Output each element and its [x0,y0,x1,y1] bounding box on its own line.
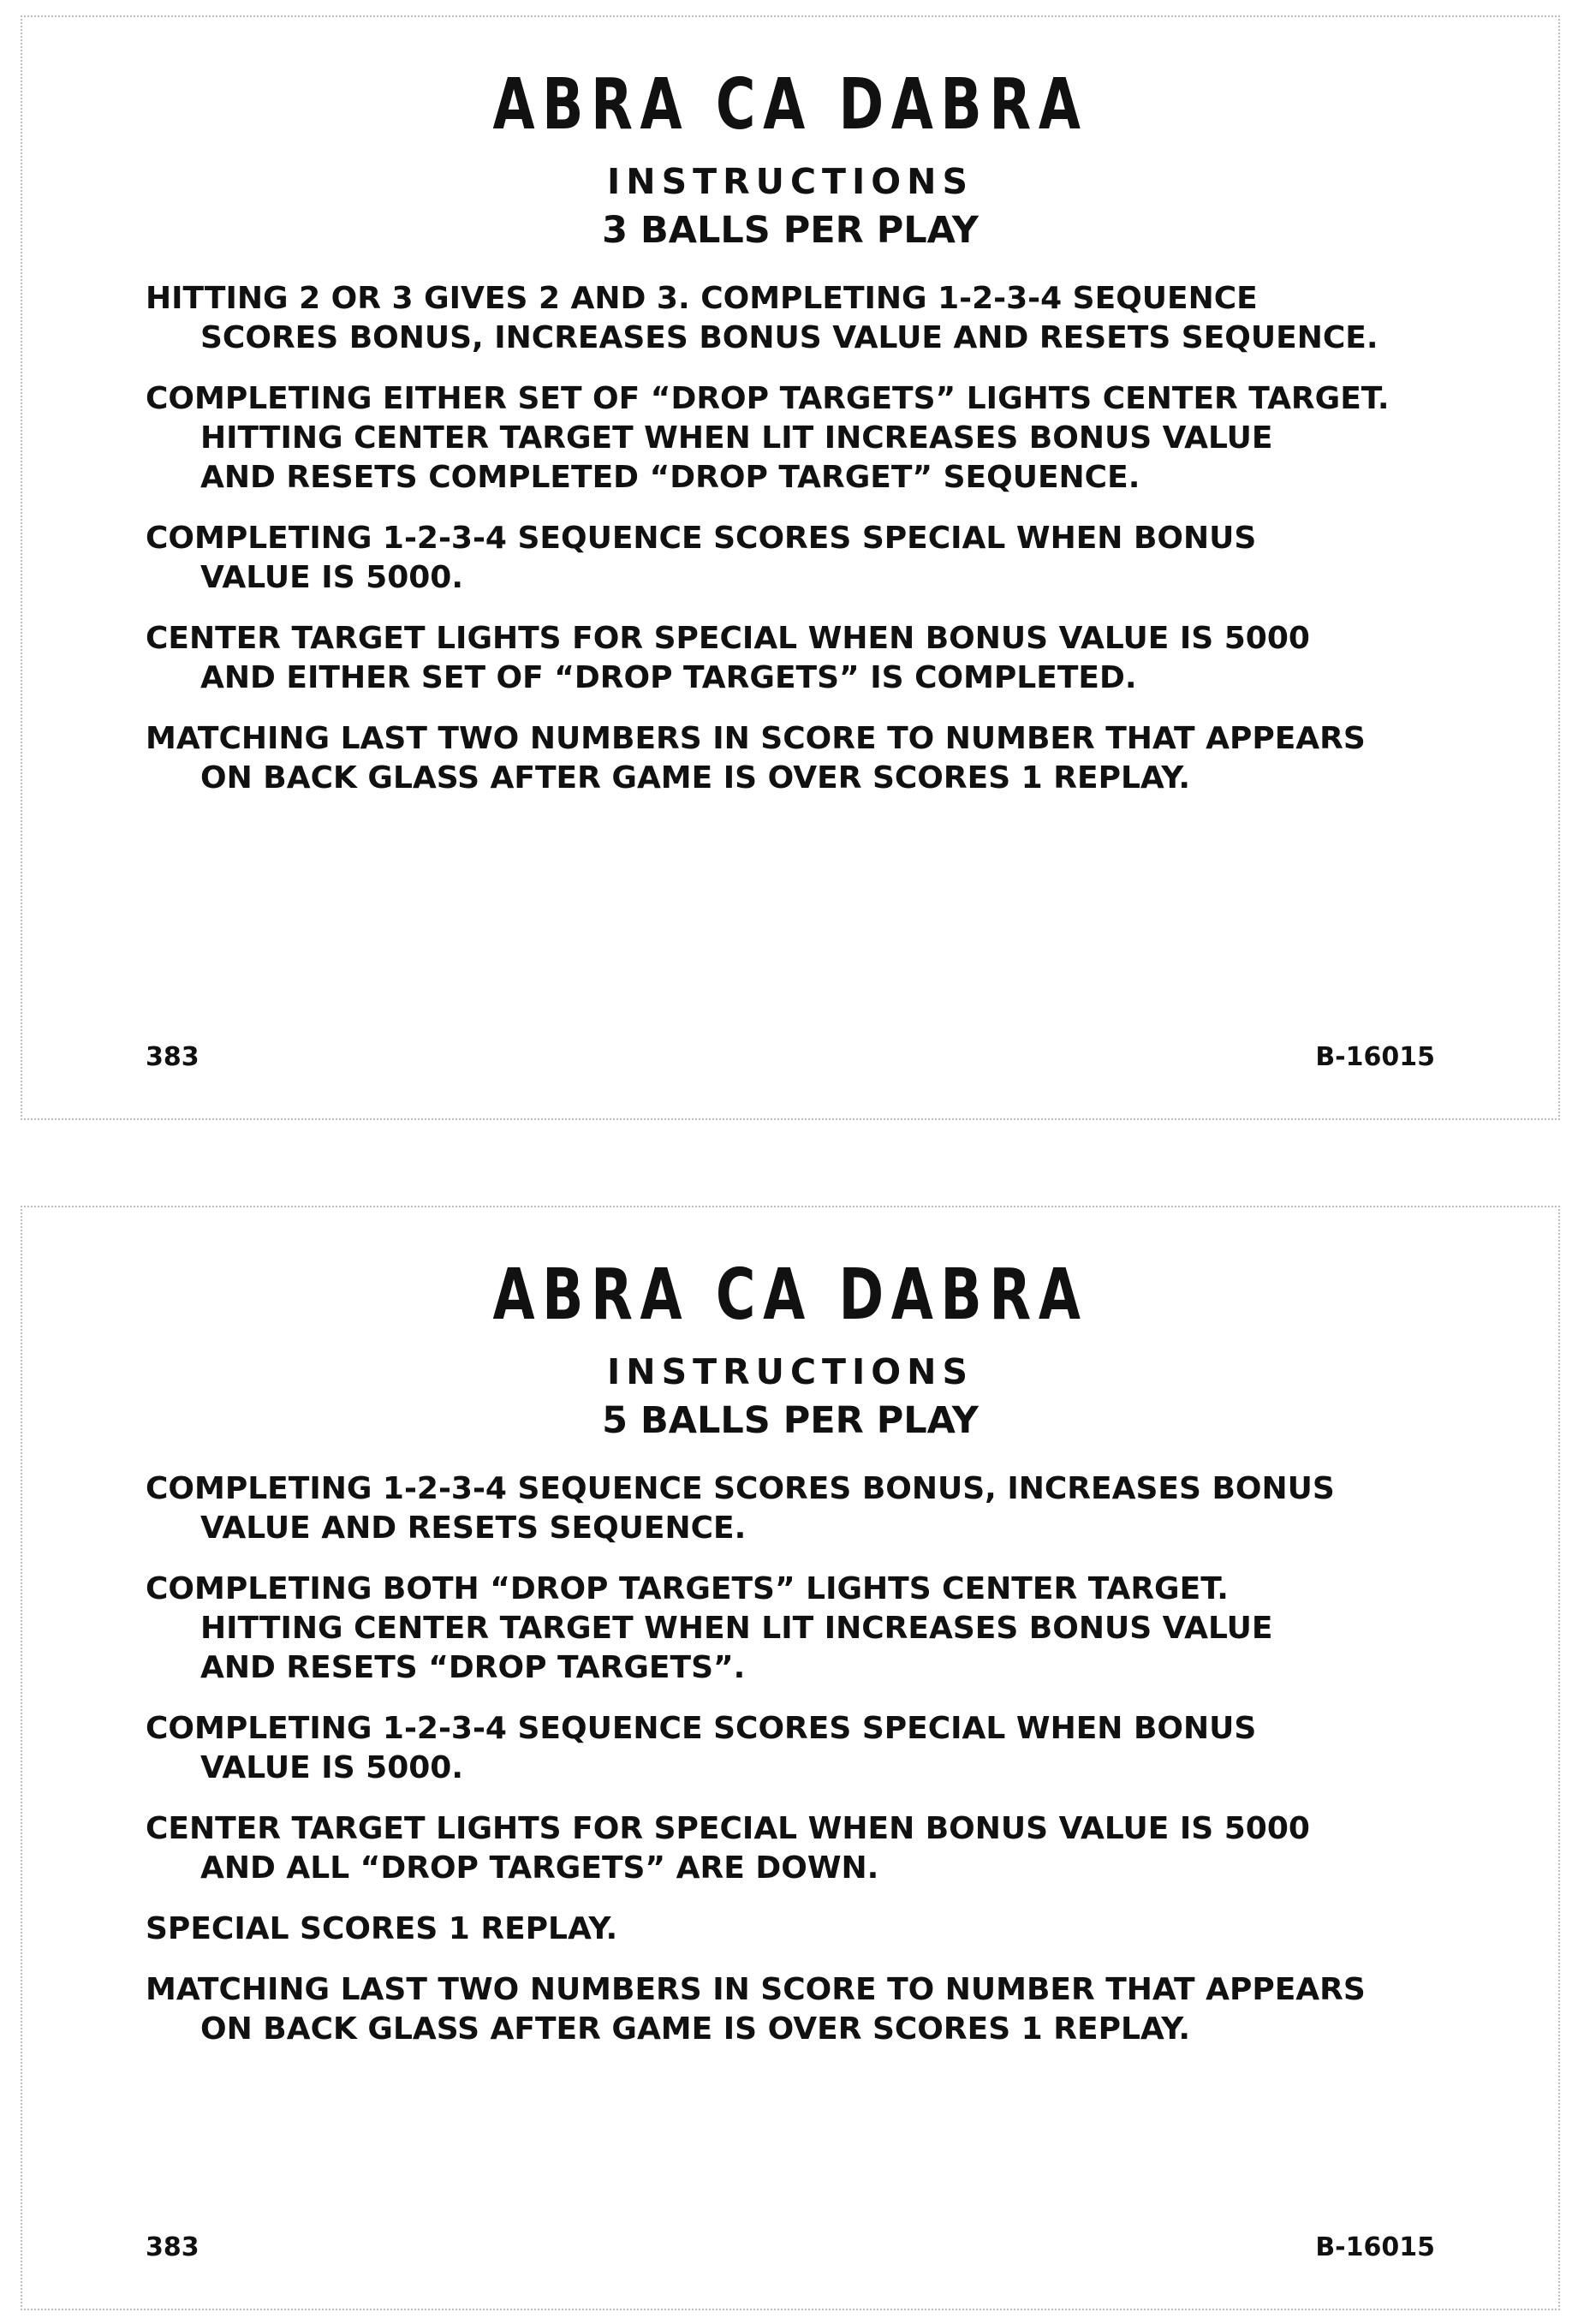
instruction-paragraph: COMPLETING 1-2-3-4 SEQUENCE SCORES BONUS, INCREASES BONUS VALUE AND RESETS SEQUENCE. [146,1471,1335,1546]
card-number: 383 [146,2232,199,2262]
instruction-card-5-balls [21,1206,1560,2310]
card-number: 383 [146,1042,199,1072]
instruction-paragraph: SPECIAL SCORES 1 REPLAY. [146,1911,618,1946]
instruction-paragraph: CENTER TARGET LIGHTS FOR SPECIAL WHEN BONUS VALUE IS 5000 AND ALL “DROP TARGETS” ARE DOWN. [146,1811,1310,1886]
card-title: ABRA CA DABRA [492,1254,1088,1336]
instruction-paragraph: HITTING 2 OR 3 GIVES 2 AND 3. COMPLETING 1-2-3-4 SEQUENCE SCORES BONUS, INCREASES BONUS VALUE AND RESETS SEQUENCE. [146,281,1378,355]
instruction-paragraph: MATCHING LAST TWO NUMBERS IN SCORE TO NUMBER THAT APPEARS ON BACK GLASS AFTER GAME IS OVER SCORES 1 REPLAY. [146,721,1366,796]
instruction-paragraph: COMPLETING BOTH “DROP TARGETS” LIGHTS CENTER TARGET. HITTING CENTER TARGET WHEN LIT INCREASES BONUS VALUE AND RESETS “DROP TARGETS”. [146,1571,1273,1685]
instruction-list [146,1469,1481,2071]
balls-per-play: 5 BALLS PER PLAY [602,1399,979,1442]
card-subtitle: INSTRUCTIONS [607,161,974,202]
balls-per-play: 3 BALLS PER PLAY [602,209,979,252]
instruction-paragraph: COMPLETING EITHER SET OF “DROP TARGETS” LIGHTS CENTER TARGET. HITTING CENTER TARGET WHEN LIT INCREASES BONUS VALUE AND RESETS COMPLETED “DROP TARGET” SEQUENCE. [146,381,1390,495]
instruction-paragraph: MATCHING LAST TWO NUMBERS IN SCORE TO NUMBER THAT APPEARS ON BACK GLASS AFTER GAME IS OVER SCORES 1 REPLAY. [146,1972,1366,2047]
instruction-paragraph: CENTER TARGET LIGHTS FOR SPECIAL WHEN BONUS VALUE IS 5000 AND EITHER SET OF “DROP TARGETS” IS COMPLETED. [146,621,1310,695]
part-number: B-16015 [1315,2232,1435,2262]
card-subtitle: INSTRUCTIONS [607,1351,974,1392]
part-number: B-16015 [1315,1042,1435,1072]
instruction-list [146,279,1481,819]
instruction-paragraph: COMPLETING 1-2-3-4 SEQUENCE SCORES SPECIAL WHEN BONUS VALUE IS 5000. [146,521,1257,595]
card-title: ABRA CA DABRA [492,64,1088,146]
instruction-card-3-balls [21,15,1560,1120]
instruction-paragraph: COMPLETING 1-2-3-4 SEQUENCE SCORES SPECIAL WHEN BONUS VALUE IS 5000. [146,1711,1257,1785]
